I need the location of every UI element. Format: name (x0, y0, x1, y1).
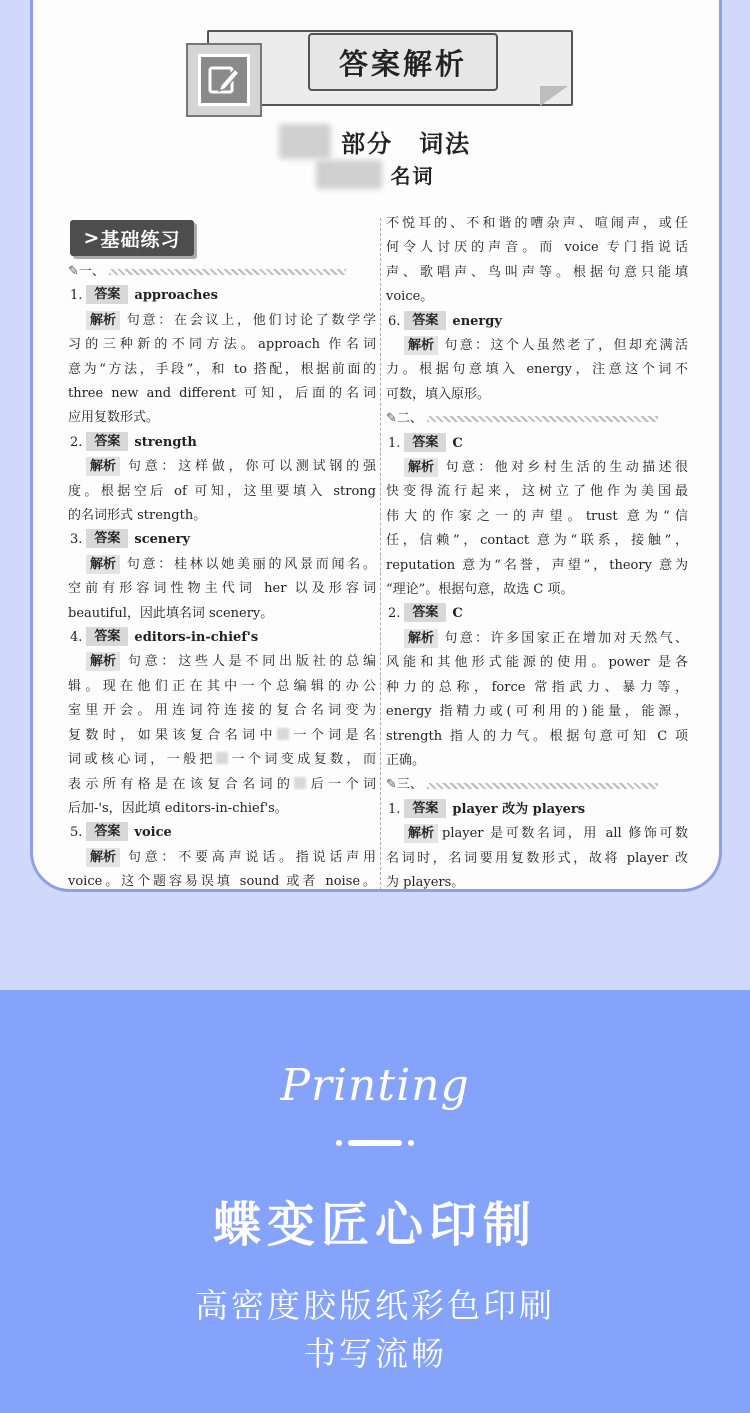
answer-value: editors-in-chief's (134, 630, 259, 646)
analysis-text: 句意：这样做，你可以测试钢的强 (124, 459, 376, 475)
answer-tag: 答案 (404, 311, 446, 330)
body-line: 可数，填入原形。 (386, 386, 491, 402)
section-marker (68, 260, 376, 284)
answer-line (386, 602, 688, 626)
analysis-line (68, 455, 376, 479)
body-line: energy 指精力或(可利用的)能量，能源， (386, 704, 688, 720)
section-label: 三、 (396, 777, 423, 793)
body-line: voice。这个题容易误填 sound 或者 noise。 (68, 874, 376, 890)
body-line: beautiful，因此填名词 scenery。 (68, 605, 274, 621)
basic-practice-tag (70, 220, 194, 256)
body-line: 辑。现在他们正在其中一个总编辑的办公 (68, 678, 376, 694)
section-marker (386, 773, 688, 797)
analysis-line (68, 650, 376, 674)
body-line: 后加-'s，因此填 editors-in-chief's。 (68, 800, 288, 816)
answer-number: 3. (70, 532, 83, 548)
body-line: 空前有形容词性物主代词 her 以及形容词 (68, 581, 376, 597)
answer-tag: 答案 (404, 603, 446, 622)
answer-tag: 答案 (86, 432, 128, 451)
answer-value: energy (452, 313, 502, 329)
body-line: 何令人讨厌的声音。而 voice 专门指说话 (386, 240, 688, 256)
answer-number: 4. (70, 630, 83, 646)
blurred-char (294, 777, 306, 789)
decorative-dash (0, 1140, 750, 1146)
answer-tag: 答案 (86, 627, 128, 646)
part-heading-text: 部分 词法 (341, 129, 472, 158)
body-line: three new and different 可知，后面的名词 (68, 386, 376, 402)
body-line: 为 players。 (386, 874, 465, 890)
body-line: 复数时，如果该复合名词中 一个词是名 (68, 727, 376, 743)
body-line: voice。 (386, 289, 434, 305)
answer-line (386, 798, 688, 822)
pen-icon: ✎ (386, 777, 397, 793)
part-heading-blurred (279, 124, 331, 159)
analysis-tag: 解析 (86, 311, 120, 330)
analysis-tag: 解析 (86, 848, 120, 867)
answer-number: 2. (70, 434, 83, 450)
banner-title-box (308, 33, 498, 91)
answer-line (68, 431, 376, 455)
analysis-line (386, 627, 688, 651)
body-line: 习的三种新的不同方法。approach 作名词 (68, 337, 376, 353)
blurred-char (277, 728, 289, 740)
body-line: 正确。 (386, 752, 426, 768)
answer-number: 1. (388, 801, 401, 817)
analysis-tag: 解析 (404, 824, 438, 843)
analysis-text: player 是可数名词，用 all 修饰可数 (442, 826, 688, 842)
answer-tag: 答案 (86, 529, 128, 548)
answer-line (68, 284, 376, 308)
body-line: “理论”。根据句意，故选 C 项。 (386, 582, 574, 598)
body-line: reputation 意为“名誉，声望”，theory 意为 (386, 557, 688, 573)
body-line: 表示所有格是在该复合名词的 后一个词 (68, 776, 376, 792)
pen-icon: ✎ (68, 264, 79, 279)
answer-line (68, 528, 376, 552)
analysis-line (68, 309, 376, 333)
banner-title: 答案解析 (338, 46, 467, 81)
body-line: 意为“方法，手段”，和 to 搭配，根据前面的 (68, 361, 376, 377)
analysis-tag: 解析 (404, 629, 438, 648)
section-heading-text: 名词 (390, 164, 435, 188)
analysis-text: 句意：这些人是不同出版社的总编 (124, 654, 376, 670)
body-line: 力。根据句意填入 energy，注意这个词不 (386, 362, 688, 378)
body-line: 快变得流行起来，这树立了他作为美国最 (386, 484, 688, 500)
body-line: 任，信赖”，contact 意为“联系，接触”， (386, 533, 688, 549)
part-heading (0, 124, 750, 159)
printing-title: 蝶变匠心印制 (212, 1197, 537, 1253)
answer-number: 6. (388, 313, 401, 329)
pencil-icon-box (186, 43, 262, 117)
analysis-line (386, 334, 688, 358)
analysis-text: 句意：桂林以她美丽的风景而闻名。 (124, 556, 376, 572)
analysis-tag: 解析 (86, 457, 120, 476)
left-column (68, 260, 376, 895)
answer-number: 1. (70, 288, 83, 304)
answer-number: 2. (388, 606, 401, 622)
answer-value: player 改为 players (452, 801, 586, 817)
answer-line (68, 626, 376, 650)
column-divider (380, 218, 381, 890)
answer-value: strength (134, 434, 197, 450)
right-column (386, 212, 688, 895)
answer-number: 1. (388, 435, 401, 451)
answer-line (386, 310, 688, 334)
body-line: 声、歌唱声、鸟叫声等。根据句意只能填 (386, 264, 688, 280)
body-line: 室里开会。用连词符连接的复合名词变为 (68, 703, 376, 719)
body-line: 风能和其他形式能源的使用。power 是各 (386, 655, 688, 671)
body-line: 名词时，名词要用复数形式，故将 player 改 (386, 850, 688, 866)
analysis-line (68, 553, 376, 577)
printing-script-title: Printing (280, 1060, 470, 1111)
pencil-edit-icon (198, 54, 250, 106)
analysis-text: 句意：许多国家正在增加对天然气、 (442, 630, 688, 646)
analysis-line (386, 822, 688, 846)
printing-banner (0, 990, 750, 1413)
body-line: strength 指人的力气。根据句意可知 C 项 (386, 728, 688, 744)
analysis-text: 句意：在会议上，他们讨论了数学学 (124, 312, 376, 328)
analysis-tag: 解析 (404, 336, 438, 355)
answer-tag: 答案 (86, 822, 128, 841)
analysis-text: 句意：不要高声说话。指说话声用 (124, 849, 376, 865)
section-label: 一、 (78, 264, 105, 279)
answer-value: approaches (134, 288, 218, 304)
analysis-line (386, 456, 688, 480)
answer-value: voice (134, 825, 172, 841)
answer-line (68, 821, 376, 845)
pen-icon: ✎ (386, 411, 397, 427)
body-line: 应用复数形式。 (68, 410, 160, 426)
analysis-tag: 解析 (404, 458, 438, 477)
dash-line (348, 1140, 402, 1146)
wavy-divider (109, 269, 346, 275)
answer-value: scenery (134, 532, 191, 548)
answer-value: C (452, 435, 463, 451)
answer-tag: 答案 (404, 799, 446, 818)
analysis-text: 句意：这个人虽然老了，但却充满活 (442, 338, 688, 354)
section-marker (386, 407, 688, 431)
analysis-line (68, 846, 376, 870)
body-line: 的名词形式 strength。 (68, 508, 207, 524)
wavy-divider (427, 416, 658, 422)
body-line: 伟大的作家之一的声望。trust 意为“信 (386, 508, 688, 524)
section-label: 二、 (396, 411, 423, 427)
answer-tag: 答案 (404, 433, 446, 452)
answer-tag: 答案 (86, 285, 128, 304)
section-heading-blurred (316, 160, 382, 189)
answer-number: 5. (70, 825, 83, 841)
answer-value: C (452, 606, 463, 622)
body-line: 不悦耳的、不和谐的嘈杂声、喧闹声，或任 (386, 216, 688, 231)
body-line: 种力的总称，force 常指武力、暴力等， (386, 679, 688, 695)
wavy-divider (427, 783, 658, 789)
dot-left (336, 1140, 342, 1146)
answer-line (386, 432, 688, 456)
body-line: 词或核心词，一般把 一个词变成复数，而 (68, 752, 376, 768)
body-line: 度。根据空后 of 可知，这里要填入 strong (68, 483, 376, 499)
analysis-tag: 解析 (86, 652, 120, 671)
dot-right (408, 1140, 414, 1146)
printing-subtitle-2: 书写流畅 (303, 1334, 447, 1373)
printing-subtitle-1: 高密度胶版纸彩色印刷 (195, 1286, 555, 1325)
analysis-tag: 解析 (86, 555, 120, 574)
chevron-right-icon: > (83, 227, 101, 249)
section-heading (0, 160, 750, 189)
analysis-text: 句意：他对乡村生活的生动描述很 (442, 460, 688, 476)
basic-practice-label: 基础练习 (100, 228, 181, 251)
blurred-char (216, 752, 228, 764)
